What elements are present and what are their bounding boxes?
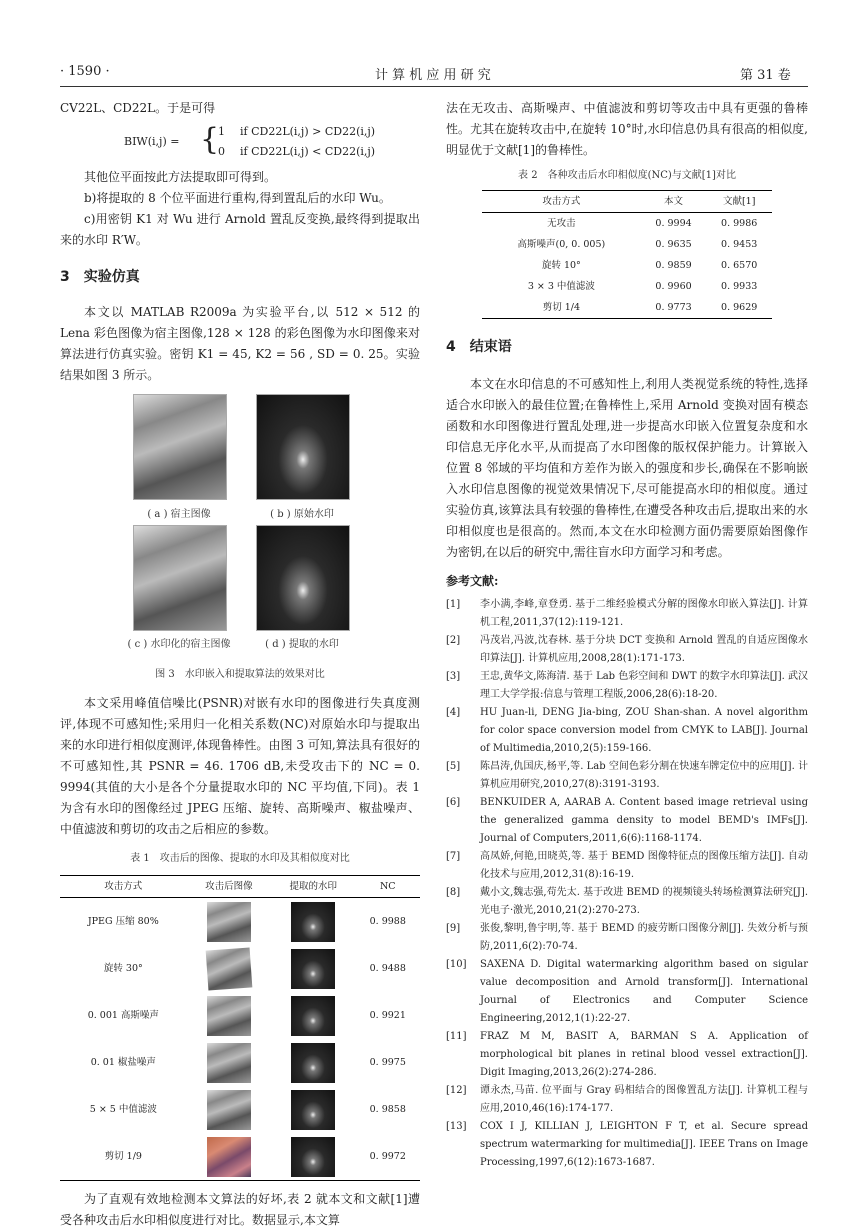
paragraph: 为了直观有效地检测本文算法的好坏,表 2 就本文和文献[1]遭受各种攻击后水印相似度进行对比。数据显示,本文算 bbox=[60, 1192, 420, 1227]
table-cell: 剪切 1/4 bbox=[482, 297, 641, 319]
reference-text: SAXENA D. Digital watermarking algorithm based on sigular value decomposition and Arnold transform[J]. International Journal of Electronics and Computer Science Engineering,2012,1(1):22-27. bbox=[480, 959, 808, 1024]
table-header: 攻击方式 bbox=[60, 876, 187, 898]
table-cell: 0. 9858 bbox=[369, 1104, 406, 1115]
table-row bbox=[482, 297, 772, 319]
reference-number: [11] bbox=[446, 1031, 467, 1042]
reference-number: [12] bbox=[446, 1085, 467, 1096]
attacked-image bbox=[206, 947, 253, 990]
reference-text: BENKUIDER A, AARAB A. Content based image retrieval using the generalized gamma density to model BEMD's IMFs[J]. Journal of Computers,2011,6(6):1168-1174. bbox=[480, 797, 808, 844]
table-cell: 0. 9629 bbox=[706, 297, 772, 319]
equation-brace: { bbox=[200, 122, 220, 157]
equation-case1-condition: if CD22L(i,j) > CD22(i,j) bbox=[240, 125, 376, 138]
table-cell: 5 × 5 中值滤波 bbox=[89, 1104, 157, 1115]
figure-label: ( d ) 提取的水印 bbox=[265, 639, 339, 650]
page-number: · 1590 · bbox=[60, 64, 110, 79]
table-cell: 0. 9994 bbox=[655, 218, 692, 229]
paragraph: b)将提取的 8 个位平面进行重构,得到置乱后的水印 Wu。 bbox=[84, 191, 391, 205]
table-row bbox=[60, 898, 420, 946]
reference-text: 冯茂岩,冯波,沈春林. 基于分块 DCT 变换和 Arnold 置乱的自适应图像水印算法[J]. 计算机应用,2008,28(1):171-173. bbox=[480, 635, 808, 664]
reference-number: [13] bbox=[446, 1121, 467, 1132]
extracted-watermark bbox=[291, 1137, 335, 1177]
equation-lhs: BIW(i,j) = bbox=[124, 135, 180, 148]
attacked-image-cell bbox=[187, 945, 271, 992]
watermarked-host-image bbox=[133, 525, 227, 631]
table-header: 提取的水印 bbox=[271, 876, 355, 898]
watermark-image-cell bbox=[271, 1133, 355, 1181]
reference-item bbox=[446, 848, 808, 884]
watermark-image-cell bbox=[271, 992, 355, 1039]
attacked-image bbox=[207, 996, 251, 1036]
reference-list bbox=[446, 596, 808, 1172]
table-cell: 0. 9972 bbox=[356, 1133, 421, 1181]
extracted-watermark bbox=[291, 1090, 335, 1130]
table-cell: 高斯噪声(0, 0. 005) bbox=[517, 239, 606, 250]
table-row bbox=[60, 992, 420, 1039]
watermark-image-cell bbox=[271, 898, 355, 946]
table-2 bbox=[482, 190, 772, 319]
paragraph: c)用密钥 K1 对 Wu 进行 Arnold 置乱反变换,最终得到提取出来的水印 R′W。 bbox=[60, 212, 420, 247]
extracted-watermark bbox=[291, 902, 335, 942]
reference-item bbox=[446, 758, 808, 794]
reference-number: [9] bbox=[446, 923, 461, 934]
paragraph: 法在无攻击、高斯噪声、中值滤波和剪切等攻击中具有更强的鲁棒性。尤其在旋转攻击中,在旋转 10°时,水印信息仍具有很高的相似度,明显优于文献[1]的鲁棒性。 bbox=[446, 101, 808, 157]
attacked-image bbox=[207, 1137, 251, 1177]
extracted-watermark bbox=[291, 1043, 335, 1083]
table-cell: 0. 001 高斯噪声 bbox=[87, 1010, 159, 1021]
table-header: 攻击方式 bbox=[482, 191, 641, 213]
table-header: NC bbox=[356, 876, 421, 898]
table-row bbox=[60, 945, 420, 992]
reference-text: 高凤娇,何艳,田晓英,等. 基于 BEMD 图像特征点的图像压缩方法[J]. 自动化技术与应用,2012,31(8):16-19. bbox=[480, 851, 808, 880]
attacked-image bbox=[207, 1043, 251, 1083]
table-header: 本文 bbox=[641, 191, 707, 213]
table-cell: 剪切 1/9 bbox=[60, 1133, 187, 1181]
left-column bbox=[60, 98, 420, 1231]
table-cell: 0. 9960 bbox=[655, 281, 692, 292]
table-cell: 0. 9488 bbox=[369, 963, 406, 974]
reference-number: [1] bbox=[446, 599, 461, 610]
host-image bbox=[133, 394, 227, 500]
volume-label: 第 31 卷 bbox=[740, 68, 791, 83]
table-cell: 0. 9773 bbox=[641, 297, 707, 319]
watermark-image-cell bbox=[271, 1039, 355, 1086]
reference-text: HU Juan-li, DENG Jia-bing, ZOU Shan-shan. A novel algorithm for color space conversion model from CMYK to LAB[J]. Journal of Multimedia,2010,2(5):159-166. bbox=[480, 707, 808, 754]
paragraph: 本文以 MATLAB R2009a 为实验平台,以 512 × 512 的 Lena 彩色图像为宿主图像,128 × 128 的彩色图像为水印图像来对算法进行仿真实验。密钥 K1 = 45, K2 = 56 , SD = 0. 25。实验结果如图 3 所示。 bbox=[60, 305, 420, 382]
table-cell: 0. 6570 bbox=[721, 260, 758, 271]
table-cell: 0. 9988 bbox=[369, 916, 406, 927]
reference-text: 戴小文,魏志强,苟先太. 基于改进 BEMD 的视频镜头转场检测算法研究[J]. 光电子·激光,2010,21(2):270-273. bbox=[480, 887, 808, 916]
paragraph: CV22L、CD22L。于是可得 bbox=[60, 101, 216, 115]
section-heading: 4 结束语 bbox=[446, 339, 512, 355]
paragraph: 本文在水印信息的不可感知性上,利用人类视觉系统的特性,选择适合水印嵌入的最佳位置;在鲁棒性上,采用 Arnold 变换对固有模态函数和水印图像进行置乱处理,进一步提高水印嵌入位置复杂度和水印信息无序化水平,从而提高了水印图像的版权保护能力。计算嵌入位置 8 邻域的平均值和方差作为嵌入的强度和步长,确保在不影响嵌入水印信息图像的视觉效果情况下,尽可能提高水印的相似度。通过实验仿真,该算法具有较强的鲁棒性,在遭受各种攻击后,提取出来的水印相似度也是很高的。然而,本文在水印检测方面仍需要原始图像作为密钥,在以后的研究中,需往盲水印方面学习和考虑。 bbox=[446, 377, 808, 559]
watermark-image-cell bbox=[271, 1086, 355, 1133]
reference-text: FRAZ M M, BASIT A, BARMAN S A. Application of morphological bit planes in retinal blood vessel extraction[J]. Digit Imaging,2013,26(2):274-286. bbox=[480, 1031, 808, 1078]
reference-number: [2] bbox=[446, 635, 461, 646]
table-caption: 表 2 各种攻击后水印相似度(NC)与文献[1]对比 bbox=[518, 170, 736, 181]
references-title: 参考文献: bbox=[446, 574, 499, 588]
table-cell: 0. 9933 bbox=[721, 281, 758, 292]
reference-number: [10] bbox=[446, 959, 467, 970]
attacked-image-cell bbox=[187, 1133, 271, 1181]
reference-text: COX I J, KILLIAN J, LEIGHTON F T, et al. Secure spread spectrum watermarking for multimedia[J]. IEEE Trans on Image Processing,1997,6(12):1673-1687. bbox=[480, 1121, 808, 1168]
reference-text: 李小满,李峰,章登勇. 基于二维经验模式分解的图像水印嵌入算法[J]. 计算机工程,2011,37(12):119-121. bbox=[480, 599, 808, 628]
extracted-watermark-image bbox=[256, 525, 350, 631]
reference-item bbox=[446, 1028, 808, 1082]
figure-caption: 图 3 水印嵌入和提取算法的效果对比 bbox=[155, 669, 325, 680]
reference-number: [5] bbox=[446, 761, 461, 772]
right-column bbox=[446, 98, 808, 1172]
extracted-watermark bbox=[291, 996, 335, 1036]
figure-3 bbox=[60, 394, 420, 664]
table-caption: 表 1 攻击后的图像、提取的水印及其相似度对比 bbox=[130, 853, 350, 864]
table-row bbox=[482, 276, 772, 297]
table-cell: 无攻击 bbox=[547, 218, 576, 229]
reference-item bbox=[446, 632, 808, 668]
table-cell: 0. 9635 bbox=[655, 239, 692, 250]
reference-item bbox=[446, 1082, 808, 1118]
reference-number: [8] bbox=[446, 887, 461, 898]
table-row bbox=[482, 213, 772, 235]
reference-item bbox=[446, 794, 808, 848]
extracted-watermark bbox=[291, 949, 335, 989]
table-cell: 旋转 10° bbox=[541, 260, 581, 271]
table-row bbox=[482, 255, 772, 276]
reference-number: [4] bbox=[446, 707, 461, 718]
table-header: 攻击后图像 bbox=[187, 876, 271, 898]
attacked-image bbox=[207, 902, 251, 942]
table-cell: 0. 01 椒盐噪声 bbox=[90, 1057, 156, 1068]
reference-number: [3] bbox=[446, 671, 461, 682]
figure-label: ( b ) 原始水印 bbox=[270, 509, 334, 520]
reference-item bbox=[446, 884, 808, 920]
equation-case2-value: 0 bbox=[218, 145, 225, 158]
reference-text: 王忠,黄华文,陈海清. 基于 Lab 色彩空间和 DWT 的数字水印算法[J]. 武汉理工大学学报:信息与管理工程版,2006,28(6):18-20. bbox=[480, 671, 808, 700]
table-cell: 0. 9859 bbox=[655, 260, 692, 271]
table-cell: JPEG 压缩 80% bbox=[87, 916, 159, 927]
paragraph: 其他位平面按此方法提取即可得到。 bbox=[84, 170, 277, 184]
paragraph: 本文采用峰值信噪比(PSNR)对嵌有水印的图像进行失真度测评,体现不可感知性;采用归一化相关系数(NC)对原始水印与提取出来的水印进行相似度测评,体现鲁棒性。由图 3 可知,算法具有很好的不可感知性,其 PSNR = 46. 1706 dB,未受攻击下的 NC = 0. 9994(其值的大小是各个分量提取水印的 NC 平均值,下同)。表 1 为含有水印的图像经过 JPEG 压缩、旋转、高斯噪声、椒盐噪声、中值滤波和剪切的攻击之后相应的参数。 bbox=[60, 696, 420, 836]
reference-text: 陈昌涛,仇国庆,杨平,等. Lab 空间色彩分割在快速车牌定位中的应用[J]. 计算机应用研究,2010,27(8):3191-3193. bbox=[480, 761, 808, 790]
table-cell: 0. 9975 bbox=[369, 1057, 406, 1068]
table-cell: 旋转 30° bbox=[103, 963, 143, 974]
reference-item bbox=[446, 704, 808, 758]
section-heading: 3 实验仿真 bbox=[60, 269, 140, 285]
table-header: 文献[1] bbox=[706, 191, 772, 213]
attacked-image-cell bbox=[187, 1039, 271, 1086]
table-row bbox=[60, 1133, 420, 1181]
reference-text: 张俊,黎明,鲁宇明,等. 基于 BEMD 的疲劳断口图像分割[J]. 失效分析与预防,2011,6(2):70-74. bbox=[480, 923, 808, 952]
reference-item bbox=[446, 920, 808, 956]
reference-item bbox=[446, 956, 808, 1028]
reference-item bbox=[446, 596, 808, 632]
table-cell: 0. 9986 bbox=[721, 218, 758, 229]
equation-case1-value: 1 bbox=[218, 125, 225, 138]
equation bbox=[60, 119, 420, 167]
attacked-image-cell bbox=[187, 1086, 271, 1133]
original-watermark-image bbox=[256, 394, 350, 500]
table-cell: 3 × 3 中值滤波 bbox=[527, 281, 595, 292]
table-row bbox=[60, 1039, 420, 1086]
reference-number: [6] bbox=[446, 797, 461, 808]
watermark-image-cell bbox=[271, 945, 355, 992]
reference-text: 谭永杰,马苗. 位平面与 Gray 码相结合的图像置乱方法[J]. 计算机工程与应用,2010,46(16):174-177. bbox=[480, 1085, 808, 1114]
reference-item bbox=[446, 1118, 808, 1172]
table-row bbox=[482, 234, 772, 255]
table-cell: 0. 9921 bbox=[369, 1010, 406, 1021]
attacked-image bbox=[207, 1090, 251, 1130]
table-cell: 0. 9453 bbox=[721, 239, 758, 250]
figure-label: ( a ) 宿主图像 bbox=[147, 509, 211, 520]
journal-title: 计 算 机 应 用 研 究 bbox=[375, 68, 491, 83]
reference-item bbox=[446, 668, 808, 704]
header-rule bbox=[60, 86, 808, 87]
figure-label: ( c ) 水印化的宿主图像 bbox=[127, 639, 231, 650]
attacked-image-cell bbox=[187, 992, 271, 1039]
table-1 bbox=[60, 875, 420, 1181]
attacked-image-cell bbox=[187, 898, 271, 946]
equation-case2-condition: if CD22L(i,j) < CD22(i,j) bbox=[240, 145, 376, 158]
table-row bbox=[60, 1086, 420, 1133]
reference-number: [7] bbox=[446, 851, 461, 862]
